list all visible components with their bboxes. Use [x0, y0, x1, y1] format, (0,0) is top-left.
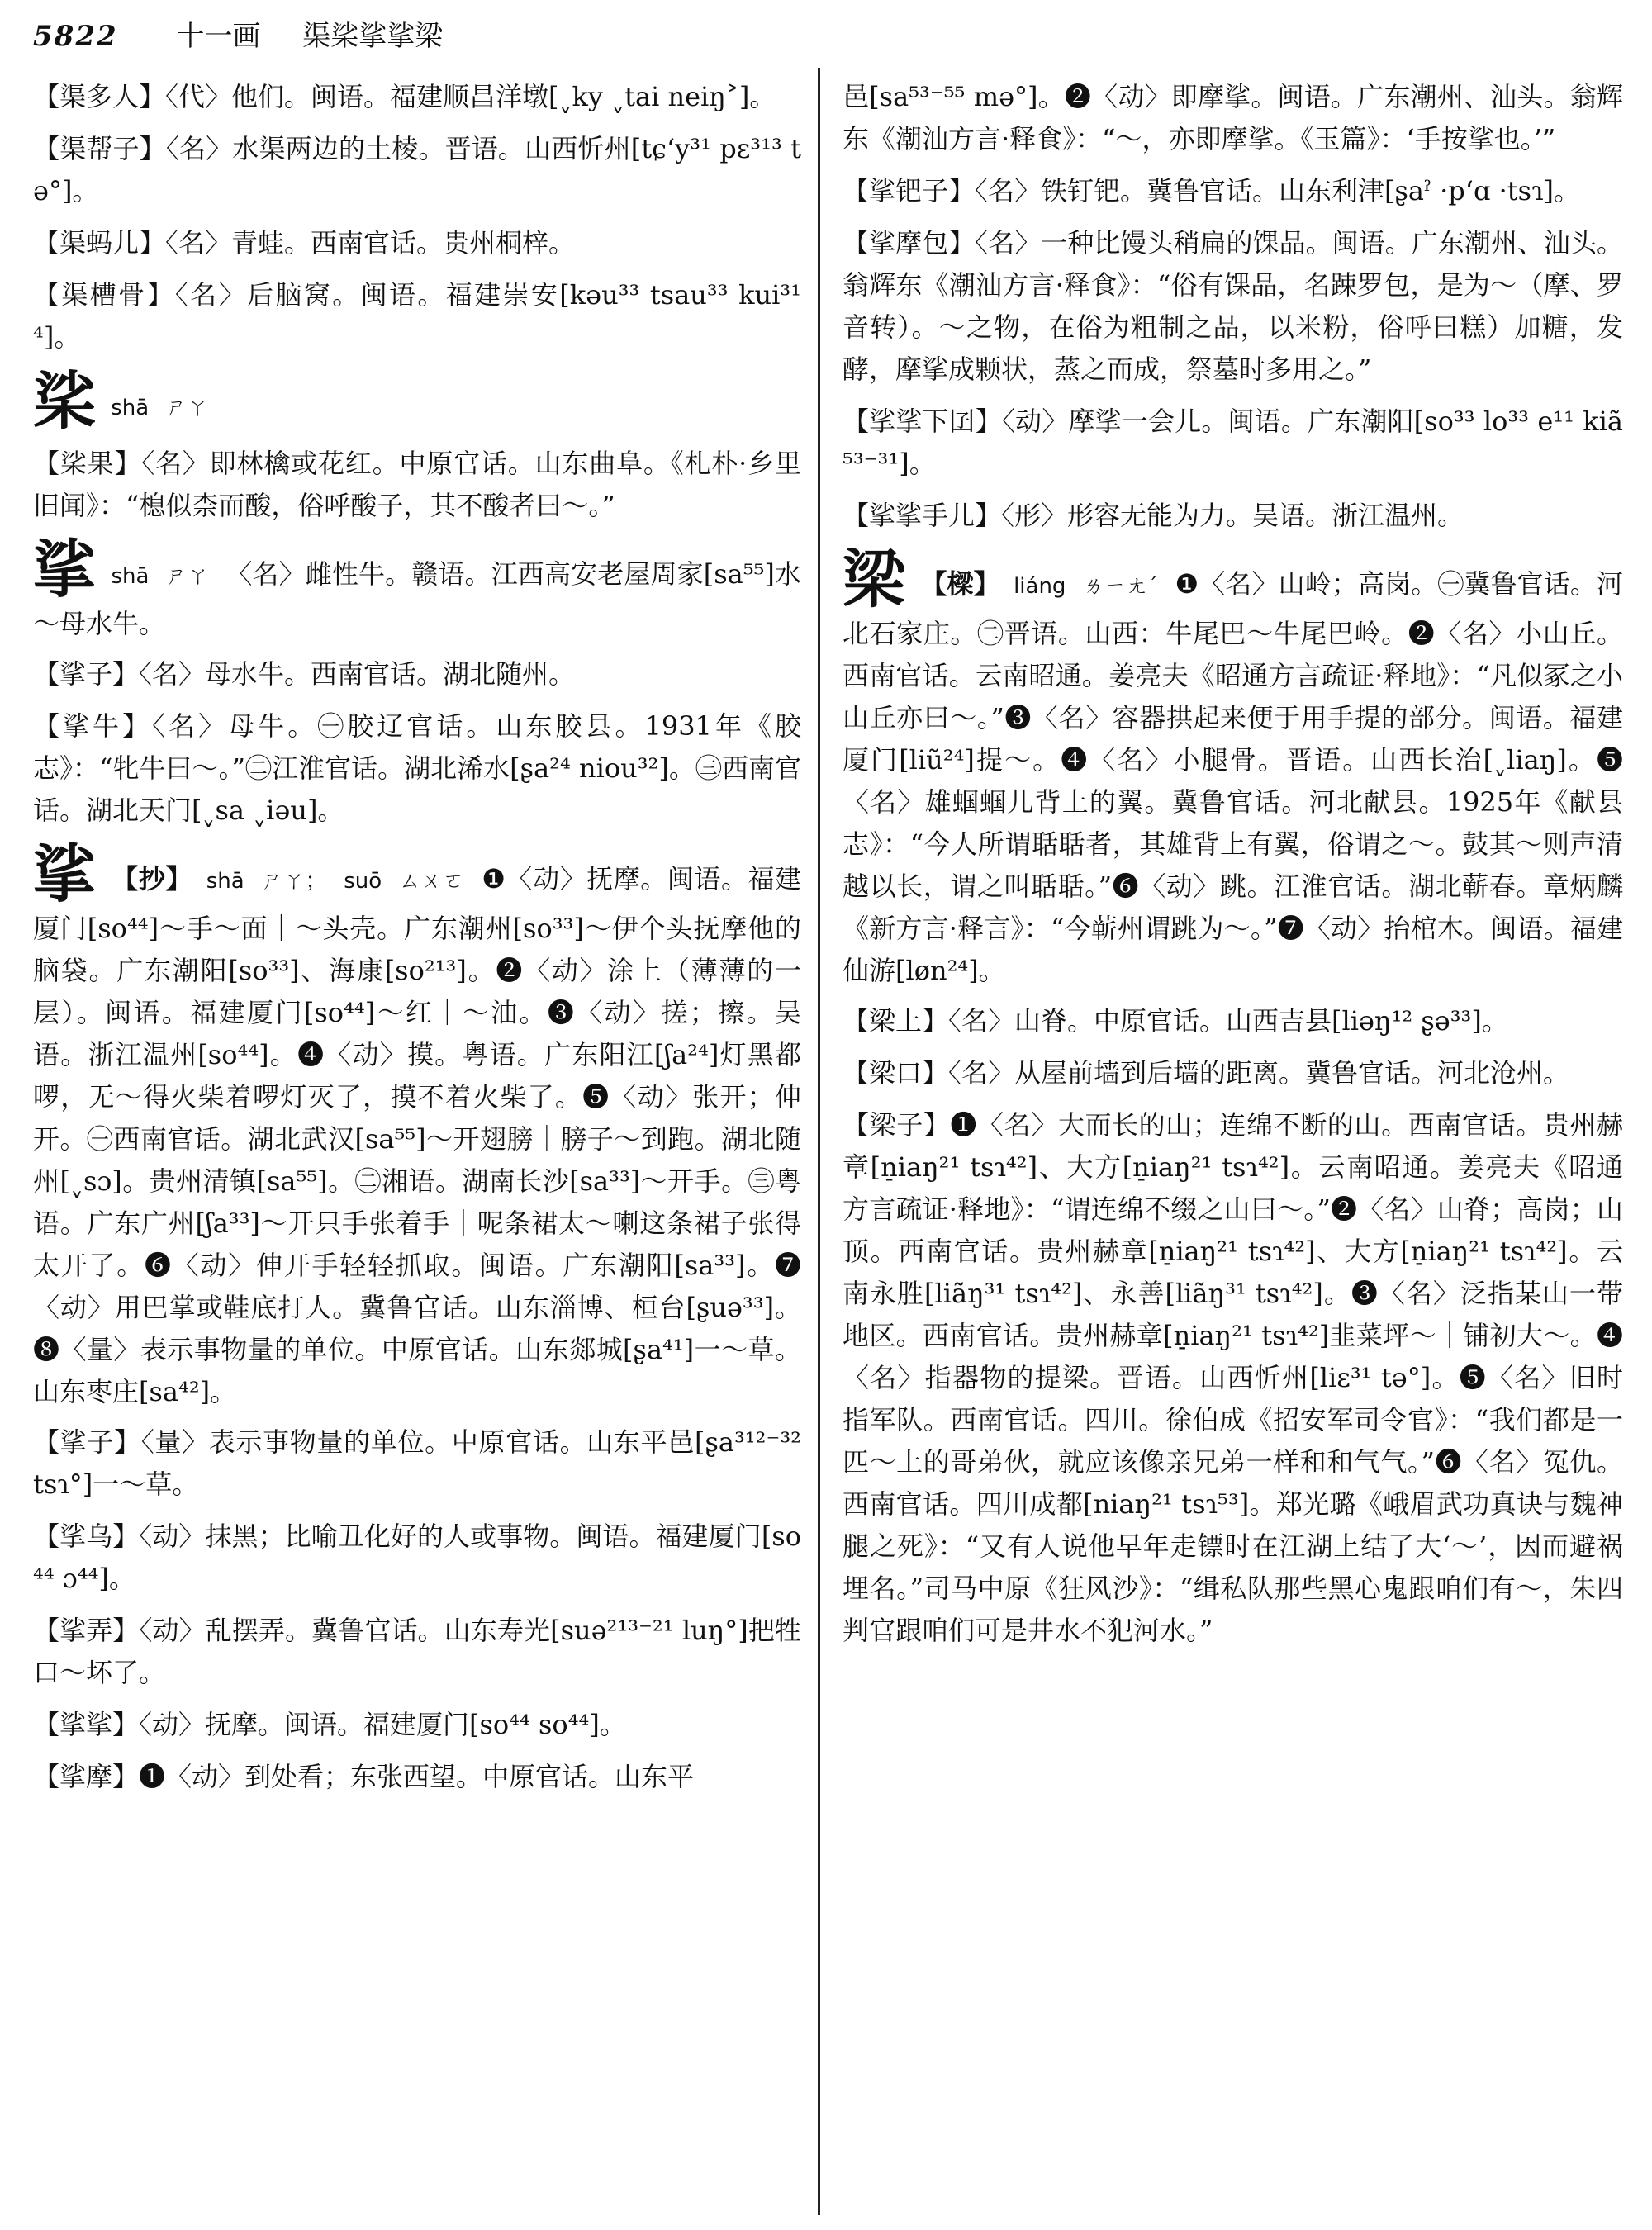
- headword-character: 挲: [33, 837, 97, 911]
- entry: 【挲挲】〈动〉抚摩。闽语。福建厦门[so⁴⁴ so⁴⁴]。: [33, 1709, 626, 1740]
- entry: 【挲子】〈量〉表示事物量的单位。中原官话。山东平邑[ʂa³¹²⁻³² tsɿ°]一～草。: [33, 1426, 801, 1500]
- entry: 【渠槽骨】〈名〉后脑窝。闽语。福建崇安[kəu³³ tsau³³ kui³¹⁴]。: [33, 279, 801, 353]
- entry-continuation: 邑[sa⁵³⁻⁵⁵ mə°]。❷〈动〉即摩挲。闽语。广东潮州、汕头。翁辉东《潮汕方言·释食》：“～，亦即摩挲。《玉篇》：‘手按挲也。’”: [843, 81, 1623, 154]
- headword-character: 挲: [33, 533, 97, 606]
- headword-variant: 【抄】: [112, 863, 192, 894]
- entry: 【梁子】❶〈名〉大而长的山；连绵不断的山。西南官话。贵州赫章[n̠iaŋ²¹ tsɿ⁴²]、大方[n̠iaŋ²¹ tsɿ⁴²]。云南昭通。姜亮夫《昭通方言疏证·释地》：“谓连绵不缀之山曰～。”❷〈名〉山脊；高岗；山顶。西南官话。贵州赫章[n̠iaŋ²¹ tsɿ⁴²]、大方[n̠iaŋ²¹ tsɿ⁴²]。云南永胜[liãŋ³¹ tsɿ⁴²]、永善[liãŋ³¹ tsɿ⁴²]。❸〈名〉泛指某山一带地区。西南官话。贵州赫章[n̠iaŋ²¹ tsɿ⁴²]韭菜坪～｜铺初大～。❹〈名〉指器物的提梁。晋语。山西忻州[liɛ³¹ tə°]。❺〈名〉旧时指军队。西南官话。四川。徐伯成《招安军司令官》：“我们都是一匹～上的哥弟伙，就应该像亲兄弟一样和和气气。”❻〈名〉冤仇。西南官话。四川成都[niaŋ²¹ tsɿ⁵³]。郑光璐《峨眉武功真诀与魏神腿之死》：“又有人说他早年走镖时在江湖上结了大‘～’，因而避祸埋名。”司马中原《狂风沙》：“缉私队那些黑心鬼跟咱们有～，朱四判官跟咱们可是井水不犯河水。”: [843, 1109, 1623, 1646]
- headword-definition: ❶〈动〉抚摩。闽语。福建厦门[so⁴⁴]～手～面｜～头壳。广东潮州[so³³]～伊个头抚摩他的脑袋。广东潮阳[so³³]、海康[so²¹³]。❷〈动〉涂上（薄薄的一层）。闽语。福建厦门[so⁴⁴]～红｜～油。❸〈动〉搓；擦。吴语。浙江温州[so⁴⁴]。❹〈动〉摸。粤语。广东阳江[ʃa²⁴]灯黑都啰，无～得火柴着啰灯灭了，摸不着火柴了。❺〈动〉张开；伸开。㊀西南官话。湖北武汉[sa⁵⁵]～开翅膀｜膀子～到跑。湖北随州[ˬsɔ]。贵州清镇[sa⁵⁵]。㊁湘语。湖南长沙[sa³³]～开手。㊂粤语。广东广州[ʃa³³]～开只手张着手｜呢条裙太～喇这条裙子张得太开了。❻〈动〉伸开手轻轻抓取。闽语。广东潮阳[sa³³]。❼〈动〉用巴掌或鞋底打人。冀鲁官话。山东淄博、桓台[ʂuə³³]。❽〈量〉表示事物量的单位。中原官话。山东郯城[ʂa⁴¹]一～草。山东枣庄[sa⁴²]。: [33, 863, 801, 1407]
- headword-block: [843, 543, 1623, 992]
- headword-block: [33, 837, 801, 1413]
- headword-character: 梁: [843, 543, 906, 616]
- headword-zhuyin: ㄕㄚ: [165, 564, 210, 589]
- section-label: 十一画: [176, 20, 261, 53]
- entry: 【梁上】〈名〉山脊。中原官话。山西吉县[liəŋ¹² ʂə³³]。: [843, 1005, 1508, 1037]
- entry: 【挲挲下囝】〈动〉摩挲一会儿。闽语。广东潮阳[so³³ lo³³ e¹¹ kiã⁵³⁻³¹]。: [843, 406, 1623, 479]
- right-column: [843, 76, 1623, 2215]
- headword-definition: 〈名〉雌性牛。赣语。江西高安老屋周家[sa⁵⁵]水～母水牛。: [33, 558, 801, 639]
- entry: 【挲摩】❶〈动〉到处看；东张西望。中原官话。山东平: [33, 1761, 695, 1792]
- headword-zhuyin-alt: ㄙㄨㄛ: [398, 869, 465, 894]
- headword-zhuyin: ㄌㄧㄤˊ: [1082, 574, 1159, 599]
- entry: 【桬果】〈名〉即林檎或花红。中原官话。山东曲阜。《札朴·乡里旧闻》：“㮩似柰而酸，俗呼酸子，其不酸者曰～。”: [33, 448, 801, 521]
- headword-zhuyin: ㄕㄚ；: [261, 869, 327, 894]
- headword-pinyin: shā: [111, 564, 150, 589]
- headword-pinyin: liáng: [1014, 574, 1066, 599]
- entry: 【梁口】〈名〉从屋前墙到后墙的距离。冀鲁官话。河北沧州。: [843, 1057, 1570, 1089]
- headword-block: [33, 533, 801, 645]
- entry: 【挲钯子】〈名〉铁钉钯。冀鲁官话。山东利津[ʂaˀ ·pʻɑ ·tsɿ]。: [843, 175, 1581, 206]
- entry: 【挲子】〈名〉母水牛。西南官话。湖北随州。: [33, 658, 576, 690]
- headword-pinyin: shā: [206, 869, 244, 894]
- left-column: [33, 76, 801, 2215]
- headword-block: [33, 364, 801, 438]
- headword-pinyin-alt: suō: [344, 869, 382, 894]
- page-header: [33, 18, 1619, 55]
- headword-character: 桬: [33, 364, 96, 438]
- entry: 【挲牛】〈名〉母牛。㊀胶辽官话。山东胶县。1931年《胶志》：“牝牛曰～。”㊁江淮官话。湖北浠水[ʂa²⁴ niou³²]。㊂西南官话。湖北天门[ˬsa ˬiəu]。: [33, 710, 801, 826]
- entry: 【渠帮子】〈名〉水渠两边的土棱。晋语。山西忻州[tɕʻy³¹ pɛ³¹³ tə°]。: [33, 133, 801, 206]
- entry: 【渠多人】〈代〉他们。闽语。福建顺昌洋墩[ˬky ˬtai neiŋ˃]。: [33, 81, 776, 112]
- headword-pinyin: shā: [111, 396, 150, 420]
- headword-definition: ❶〈名〉山岭；高岗。㊀冀鲁官话。河北石家庄。㊁晋语。山西：牛尾巴～牛尾巴岭。❷〈名〉小山丘。西南官话。云南昭通。姜亮夫《昭通方言疏证·释地》：“凡似冢之小山丘亦曰～。”❸〈名〉容器拱起来便于用手提的部分。闽语。福建厦门[liũ²⁴]提～。❹〈名〉小腿骨。晋语。山西长治[ˬliaŋ]。❺〈名〉雄蝈蝈儿背上的翼。冀鲁官话。河北献县。1925年《献县志》：“今人所谓聒聒者，其雄背上有翼，俗谓之～。鼓其～则声清越以长，谓之叫聒聒。”❻〈动〉跳。江淮官话。湖北蕲春。章炳麟《新方言·释言》：“今蕲州谓跳为～。”❼〈动〉抬棺木。闽语。福建仙游[løn²⁴]。: [843, 568, 1623, 986]
- entry: 【渠蚂儿】〈名〉青蛙。西南官话。贵州桐梓。: [33, 227, 576, 259]
- page-number: 5822: [33, 20, 118, 53]
- entry: 【挲挲手儿】〈形〉形容无能为力。吴语。浙江温州。: [843, 500, 1464, 531]
- headword-zhuyin: ㄕㄚ: [165, 396, 209, 420]
- entry: 【挲乌】〈动〉抹黑；比喻丑化好的人或事物。闽语。福建厦门[so⁴⁴ ɔ⁴⁴]。: [33, 1521, 801, 1594]
- entry: 【挲弄】〈动〉乱摆弄。冀鲁官话。山东寿光[suə²¹³⁻²¹ luŋ°]把牲口～坏了。: [33, 1615, 801, 1688]
- entry: 【挲摩包】〈名〉一种比馒头稍扁的馃品。闽语。广东潮州、汕头。翁辉东《潮汕方言·释食》：“俗有馃品，名踈罗包，是为～（摩、罗音转）。～之物，在俗为粗制之品，以米粉，俗呼曰糕）加糖，发酵，摩挲成颗状，蒸之而成，祭墓时多用之。”: [843, 227, 1623, 385]
- column-divider: [818, 68, 820, 2215]
- header-characters: 渠桬挲挲梁: [302, 20, 444, 53]
- headword-variant: 【樑】: [920, 568, 1000, 600]
